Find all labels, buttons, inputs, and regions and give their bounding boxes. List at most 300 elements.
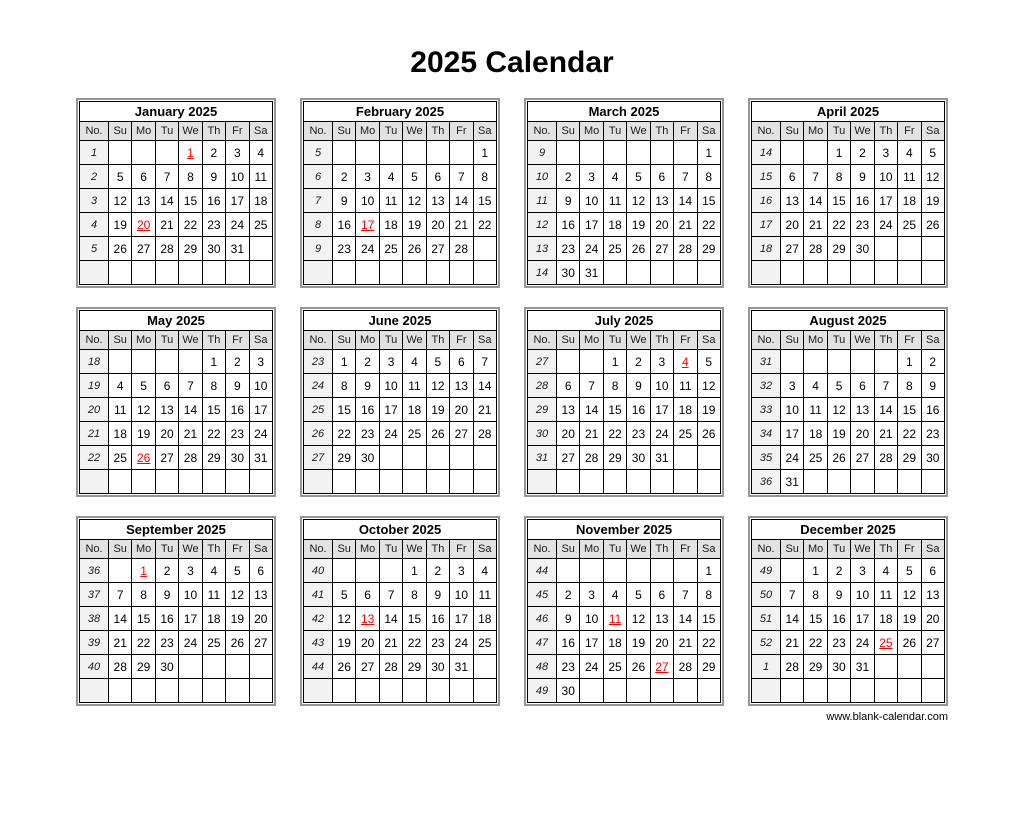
day-cell: 29 xyxy=(202,446,225,470)
day-cell: 2 xyxy=(557,165,580,189)
day-cell: 1 xyxy=(473,141,496,165)
week-row xyxy=(752,213,945,237)
day-cell xyxy=(249,470,272,494)
day-cell xyxy=(333,261,356,285)
day-cell: 9 xyxy=(827,583,850,607)
day-cell xyxy=(627,470,650,494)
day-cell: 23 xyxy=(226,422,249,446)
day-cell: 6 xyxy=(132,165,155,189)
week-number: 34 xyxy=(752,422,781,446)
day-cell: 27 xyxy=(356,655,379,679)
week-number xyxy=(752,679,781,703)
week-row xyxy=(528,374,721,398)
day-cell xyxy=(450,679,473,703)
day-cell: 14 xyxy=(473,374,496,398)
week-row xyxy=(528,165,721,189)
day-cell: 2 xyxy=(851,141,874,165)
day-cell: 10 xyxy=(781,398,804,422)
week-number: 31 xyxy=(752,350,781,374)
day-cell xyxy=(674,141,697,165)
day-cell xyxy=(650,261,673,285)
day-header-mo: Mo xyxy=(804,540,827,559)
day-cell: 25 xyxy=(109,446,132,470)
day-cell xyxy=(403,261,426,285)
day-header-sa: Sa xyxy=(697,540,720,559)
week-number: 10 xyxy=(528,165,557,189)
day-cell: 26 xyxy=(898,631,921,655)
day-cell: 9 xyxy=(426,583,449,607)
day-cell: 7 xyxy=(379,583,402,607)
day-cell: 4 xyxy=(379,165,402,189)
week-row xyxy=(528,398,721,422)
day-cell: 5 xyxy=(921,141,944,165)
month-june xyxy=(300,307,500,497)
day-cell: 13 xyxy=(851,398,874,422)
day-cell: 5 xyxy=(109,165,132,189)
day-cell: 15 xyxy=(333,398,356,422)
day-cell: 26 xyxy=(403,237,426,261)
week-row xyxy=(752,398,945,422)
day-cell: 3 xyxy=(379,350,402,374)
day-cell: 10 xyxy=(356,189,379,213)
day-cell: 2 xyxy=(827,559,850,583)
day-cell: 30 xyxy=(557,261,580,285)
day-header-th: Th xyxy=(426,331,449,350)
week-number: 25 xyxy=(304,398,333,422)
week-number: 37 xyxy=(80,583,109,607)
day-cell-holiday: 11 xyxy=(603,607,626,631)
day-cell: 23 xyxy=(827,631,850,655)
day-cell: 18 xyxy=(603,631,626,655)
day-cell: 16 xyxy=(202,189,225,213)
day-cell xyxy=(874,470,897,494)
day-header-no: No. xyxy=(304,540,333,559)
day-cell-holiday: 1 xyxy=(132,559,155,583)
day-cell: 25 xyxy=(674,422,697,446)
week-number: 17 xyxy=(752,213,781,237)
day-cell: 29 xyxy=(827,237,850,261)
week-row xyxy=(80,607,273,631)
week-row xyxy=(528,559,721,583)
day-cell: 12 xyxy=(627,189,650,213)
week-row xyxy=(80,655,273,679)
day-cell: 9 xyxy=(333,189,356,213)
day-cell xyxy=(450,470,473,494)
day-cell: 5 xyxy=(827,374,850,398)
week-number: 36 xyxy=(80,559,109,583)
day-cell: 30 xyxy=(557,679,580,703)
day-cell: 12 xyxy=(403,189,426,213)
day-header-tu: Tu xyxy=(379,122,402,141)
day-cell xyxy=(333,559,356,583)
day-cell xyxy=(921,237,944,261)
week-number: 35 xyxy=(752,446,781,470)
day-cell: 14 xyxy=(804,189,827,213)
day-cell: 28 xyxy=(580,446,603,470)
day-header-mo: Mo xyxy=(132,331,155,350)
day-header-su: Su xyxy=(109,331,132,350)
day-header-su: Su xyxy=(781,122,804,141)
website-url: www.blank-calendar.com xyxy=(826,711,948,723)
day-cell xyxy=(921,655,944,679)
week-number: 31 xyxy=(528,446,557,470)
week-row xyxy=(304,607,497,631)
day-cell: 23 xyxy=(333,237,356,261)
day-cell: 6 xyxy=(650,165,673,189)
day-header-fr: Fr xyxy=(226,331,249,350)
day-cell: 24 xyxy=(580,237,603,261)
day-cell: 17 xyxy=(379,398,402,422)
day-cell xyxy=(249,261,272,285)
day-cell: 26 xyxy=(226,631,249,655)
day-cell: 22 xyxy=(473,213,496,237)
day-cell xyxy=(921,679,944,703)
month-table xyxy=(303,519,497,703)
day-cell: 28 xyxy=(674,655,697,679)
day-cell: 6 xyxy=(851,374,874,398)
day-cell: 19 xyxy=(627,213,650,237)
week-row xyxy=(304,189,497,213)
day-cell: 16 xyxy=(226,398,249,422)
day-header-we: We xyxy=(179,122,202,141)
day-header-mo: Mo xyxy=(356,331,379,350)
day-header-no: No. xyxy=(528,540,557,559)
month-december xyxy=(748,516,948,706)
day-cell: 23 xyxy=(557,655,580,679)
day-cell: 12 xyxy=(921,165,944,189)
day-cell: 1 xyxy=(827,141,850,165)
week-number: 24 xyxy=(304,374,333,398)
week-number: 4 xyxy=(80,213,109,237)
day-cell: 25 xyxy=(249,213,272,237)
week-number: 14 xyxy=(752,141,781,165)
day-header-fr: Fr xyxy=(898,122,921,141)
day-cell: 28 xyxy=(473,422,496,446)
day-cell xyxy=(333,141,356,165)
day-cell: 12 xyxy=(827,398,850,422)
day-header-we: We xyxy=(179,331,202,350)
day-cell: 16 xyxy=(851,189,874,213)
day-cell: 6 xyxy=(356,583,379,607)
day-cell: 18 xyxy=(874,607,897,631)
day-cell: 15 xyxy=(804,607,827,631)
day-cell xyxy=(851,679,874,703)
day-cell: 9 xyxy=(851,165,874,189)
day-header-tu: Tu xyxy=(603,122,626,141)
day-cell: 28 xyxy=(674,237,697,261)
day-header-tu: Tu xyxy=(827,540,850,559)
day-cell: 10 xyxy=(226,165,249,189)
day-header-su: Su xyxy=(109,122,132,141)
day-cell: 21 xyxy=(155,213,178,237)
day-cell: 14 xyxy=(674,189,697,213)
day-cell xyxy=(426,470,449,494)
page-title: 2025 Calendar xyxy=(410,46,614,79)
day-cell: 27 xyxy=(781,237,804,261)
week-number: 40 xyxy=(304,559,333,583)
day-cell: 25 xyxy=(603,237,626,261)
day-cell: 24 xyxy=(874,213,897,237)
day-cell: 8 xyxy=(804,583,827,607)
day-cell: 28 xyxy=(804,237,827,261)
day-cell: 3 xyxy=(580,583,603,607)
months-grid xyxy=(76,98,948,706)
day-cell xyxy=(473,237,496,261)
day-cell: 4 xyxy=(898,141,921,165)
week-row xyxy=(752,446,945,470)
week-number xyxy=(752,261,781,285)
month-november xyxy=(524,516,724,706)
day-cell-holiday: 25 xyxy=(874,631,897,655)
day-cell xyxy=(603,559,626,583)
day-cell-holiday: 4 xyxy=(674,350,697,374)
day-header-fr: Fr xyxy=(450,331,473,350)
week-number xyxy=(304,470,333,494)
day-cell: 3 xyxy=(650,350,673,374)
day-cell: 19 xyxy=(403,213,426,237)
day-cell: 1 xyxy=(898,350,921,374)
day-cell: 6 xyxy=(921,559,944,583)
day-cell xyxy=(426,141,449,165)
day-cell: 19 xyxy=(697,398,720,422)
day-cell xyxy=(379,446,402,470)
day-cell: 22 xyxy=(202,422,225,446)
day-cell: 5 xyxy=(226,559,249,583)
day-cell xyxy=(627,679,650,703)
week-number: 21 xyxy=(80,422,109,446)
day-cell xyxy=(851,470,874,494)
day-cell: 11 xyxy=(473,583,496,607)
month-title: June 2025 xyxy=(304,311,497,331)
day-cell: 27 xyxy=(557,446,580,470)
day-cell: 24 xyxy=(179,631,202,655)
day-cell: 1 xyxy=(697,559,720,583)
month-title: November 2025 xyxy=(528,520,721,540)
day-cell: 28 xyxy=(874,446,897,470)
day-cell: 16 xyxy=(333,213,356,237)
day-cell: 15 xyxy=(132,607,155,631)
day-cell: 14 xyxy=(179,398,202,422)
day-cell xyxy=(379,261,402,285)
day-cell: 13 xyxy=(781,189,804,213)
week-number: 12 xyxy=(528,213,557,237)
day-cell: 11 xyxy=(804,398,827,422)
day-cell xyxy=(898,237,921,261)
day-header-mo: Mo xyxy=(132,122,155,141)
day-cell: 23 xyxy=(202,213,225,237)
day-cell: 2 xyxy=(426,559,449,583)
day-cell xyxy=(557,350,580,374)
day-cell: 30 xyxy=(356,446,379,470)
day-cell: 15 xyxy=(179,189,202,213)
day-cell: 24 xyxy=(249,422,272,446)
week-row xyxy=(80,141,273,165)
week-number: 27 xyxy=(304,446,333,470)
day-cell: 27 xyxy=(450,422,473,446)
day-cell xyxy=(249,655,272,679)
week-number: 42 xyxy=(304,607,333,631)
day-cell xyxy=(580,470,603,494)
week-number: 49 xyxy=(752,559,781,583)
day-cell xyxy=(109,141,132,165)
week-row xyxy=(304,583,497,607)
day-cell xyxy=(627,261,650,285)
week-row xyxy=(528,583,721,607)
day-cell: 22 xyxy=(179,213,202,237)
day-cell: 15 xyxy=(403,607,426,631)
day-cell: 7 xyxy=(109,583,132,607)
day-cell: 20 xyxy=(249,607,272,631)
day-header-tu: Tu xyxy=(379,331,402,350)
day-header-su: Su xyxy=(781,331,804,350)
day-header-th: Th xyxy=(202,122,225,141)
day-cell: 15 xyxy=(603,398,626,422)
week-row xyxy=(80,213,273,237)
day-cell: 8 xyxy=(603,374,626,398)
day-cell: 3 xyxy=(249,350,272,374)
day-cell: 21 xyxy=(804,213,827,237)
day-cell xyxy=(109,679,132,703)
day-cell xyxy=(450,141,473,165)
day-cell: 7 xyxy=(674,583,697,607)
day-cell: 4 xyxy=(603,583,626,607)
day-cell xyxy=(155,679,178,703)
day-header-sa: Sa xyxy=(249,540,272,559)
week-row xyxy=(752,631,945,655)
week-row xyxy=(752,237,945,261)
day-cell: 23 xyxy=(155,631,178,655)
day-cell xyxy=(781,261,804,285)
day-cell xyxy=(450,446,473,470)
day-cell xyxy=(697,470,720,494)
day-cell xyxy=(109,350,132,374)
day-cell: 21 xyxy=(179,422,202,446)
week-row xyxy=(304,213,497,237)
day-cell: 18 xyxy=(473,607,496,631)
week-number: 36 xyxy=(752,470,781,494)
day-cell: 7 xyxy=(473,350,496,374)
day-cell: 13 xyxy=(557,398,580,422)
day-header-th: Th xyxy=(426,540,449,559)
day-cell: 4 xyxy=(202,559,225,583)
day-cell xyxy=(132,261,155,285)
day-cell: 13 xyxy=(426,189,449,213)
day-cell: 2 xyxy=(921,350,944,374)
day-cell: 8 xyxy=(697,165,720,189)
day-cell xyxy=(580,141,603,165)
day-cell: 6 xyxy=(426,165,449,189)
day-header-tu: Tu xyxy=(603,540,626,559)
day-header-mo: Mo xyxy=(580,331,603,350)
day-cell: 26 xyxy=(333,655,356,679)
day-header-fr: Fr xyxy=(674,540,697,559)
day-cell xyxy=(202,470,225,494)
day-header-we: We xyxy=(627,331,650,350)
day-header-sa: Sa xyxy=(249,331,272,350)
day-cell: 30 xyxy=(921,446,944,470)
day-header-sa: Sa xyxy=(473,331,496,350)
day-cell: 27 xyxy=(132,237,155,261)
day-cell: 6 xyxy=(650,583,673,607)
week-number: 48 xyxy=(528,655,557,679)
month-title: July 2025 xyxy=(528,311,721,331)
day-header-row xyxy=(528,122,721,141)
week-number: 22 xyxy=(80,446,109,470)
day-cell-holiday: 1 xyxy=(179,141,202,165)
day-header-no: No. xyxy=(80,540,109,559)
day-cell: 7 xyxy=(781,583,804,607)
day-cell xyxy=(249,679,272,703)
week-row xyxy=(80,679,273,703)
day-cell: 29 xyxy=(697,655,720,679)
day-cell xyxy=(226,655,249,679)
day-cell: 4 xyxy=(249,141,272,165)
day-cell: 6 xyxy=(450,350,473,374)
week-number: 1 xyxy=(752,655,781,679)
week-number: 11 xyxy=(528,189,557,213)
day-cell: 8 xyxy=(132,583,155,607)
day-cell: 25 xyxy=(804,446,827,470)
day-cell: 11 xyxy=(674,374,697,398)
day-cell: 12 xyxy=(109,189,132,213)
week-row xyxy=(80,350,273,374)
week-row xyxy=(752,141,945,165)
day-header-mo: Mo xyxy=(356,540,379,559)
day-cell: 1 xyxy=(603,350,626,374)
week-number xyxy=(304,679,333,703)
week-row xyxy=(752,607,945,631)
week-number: 51 xyxy=(752,607,781,631)
week-row xyxy=(528,655,721,679)
day-cell: 30 xyxy=(426,655,449,679)
day-cell: 4 xyxy=(804,374,827,398)
day-cell: 13 xyxy=(650,189,673,213)
day-cell xyxy=(603,679,626,703)
day-cell: 31 xyxy=(851,655,874,679)
day-cell: 5 xyxy=(333,583,356,607)
day-cell: 30 xyxy=(827,655,850,679)
day-cell-holiday: 26 xyxy=(132,446,155,470)
day-cell xyxy=(379,559,402,583)
day-header-no: No. xyxy=(304,331,333,350)
day-header-row xyxy=(304,331,497,350)
week-number xyxy=(304,261,333,285)
day-header-we: We xyxy=(403,331,426,350)
day-cell: 1 xyxy=(804,559,827,583)
day-cell xyxy=(473,470,496,494)
day-header-no: No. xyxy=(528,331,557,350)
day-cell: 30 xyxy=(202,237,225,261)
day-header-sa: Sa xyxy=(921,331,944,350)
day-cell xyxy=(781,679,804,703)
day-cell: 18 xyxy=(379,213,402,237)
day-cell xyxy=(650,470,673,494)
day-cell: 25 xyxy=(898,213,921,237)
day-cell-holiday: 27 xyxy=(650,655,673,679)
day-cell: 8 xyxy=(697,583,720,607)
day-header-mo: Mo xyxy=(356,122,379,141)
day-cell: 8 xyxy=(827,165,850,189)
day-cell: 14 xyxy=(874,398,897,422)
day-cell xyxy=(603,261,626,285)
month-table xyxy=(527,519,721,703)
day-cell: 17 xyxy=(179,607,202,631)
week-number: 5 xyxy=(80,237,109,261)
month-january xyxy=(76,98,276,288)
day-cell: 27 xyxy=(249,631,272,655)
day-cell xyxy=(179,350,202,374)
week-row xyxy=(528,422,721,446)
